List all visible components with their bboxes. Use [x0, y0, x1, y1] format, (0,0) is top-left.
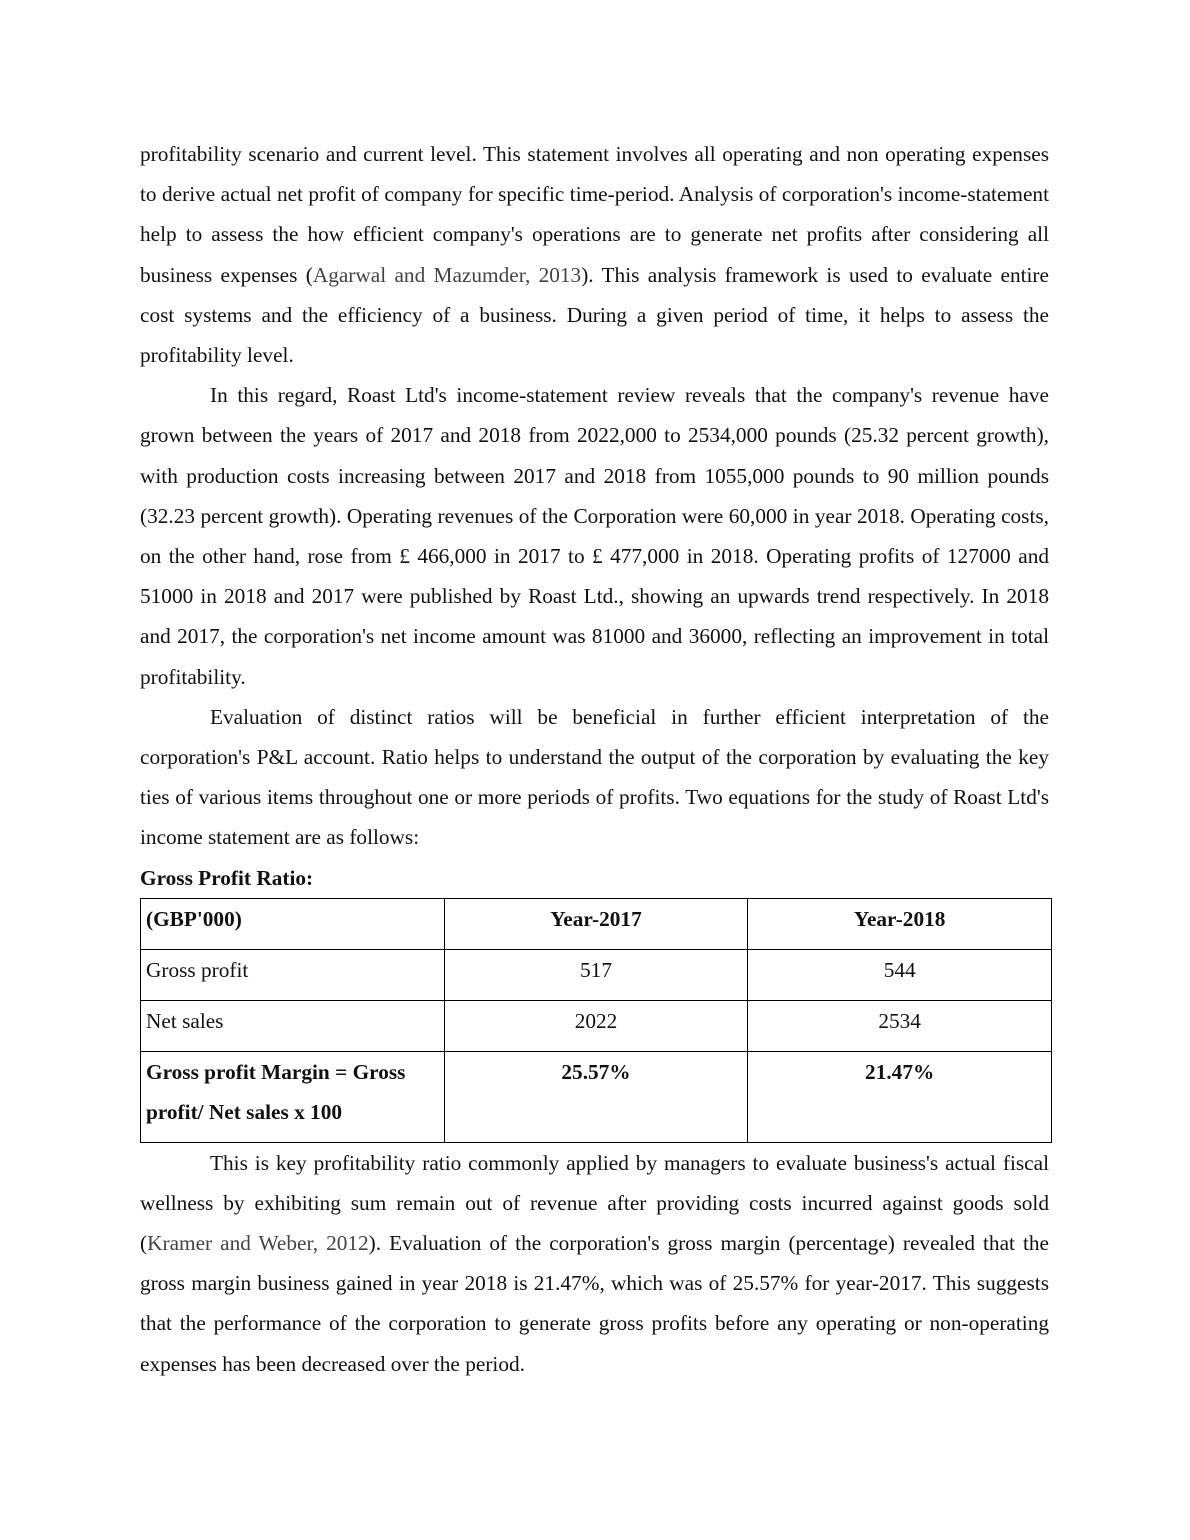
table-header-cell: Year-2018: [748, 898, 1052, 949]
table-row: [141, 1000, 1052, 1051]
table-cell-label: Gross profit: [141, 949, 445, 1000]
table-cell-value: 21.47%: [748, 1051, 1052, 1142]
table-cell-value: 2534: [748, 1000, 1052, 1051]
table-row-margin: [141, 1051, 1052, 1142]
table-header-row: [141, 898, 1052, 949]
citation-agarwal-mazumder: Agarwal and Mazumder, 2013: [312, 262, 582, 287]
table-cell-value: 517: [444, 949, 748, 1000]
paragraph-gross-margin-analysis: [140, 1143, 1049, 1384]
citation-kramer-weber: Kramer and Weber, 2012: [147, 1231, 369, 1256]
table-cell-value: 544: [748, 949, 1052, 1000]
paragraph-text: profitability scenario and current level. This statement involves all operating and non operating expenses to derive actual net profit of company for specific time-period. Analysis of corporation's income-statement help to assess the how efficient company's operations are to generate net profits after considering all business expenses (: [140, 142, 1049, 287]
table-header-cell: (GBP'000): [141, 898, 445, 949]
table-cell-label: Net sales: [141, 1000, 445, 1051]
document-page: [140, 134, 1049, 1384]
paragraph-income-statement-intro: [140, 134, 1049, 375]
paragraph-text: This is key profitability ratio commonly applied by managers to evaluate business's actual fiscal wellness by exhibiting sum remain out of revenue after providing costs incurred against goods sold (: [140, 1150, 1049, 1256]
table-cell-label: Gross profit Margin = Gross profit/ Net sales x 100: [141, 1051, 445, 1142]
paragraph-ratio-evaluation: Evaluation of distinct ratios will be beneficial in further efficient interpretation of the corporation's P&L account. Ratio helps to understand the output of the corporation by evaluating the key ties of various items throughout one or more periods of profits. Two equations for the study of Roast Ltd's income statement are as follows:: [140, 704, 1049, 850]
table-cell-value: 2022: [444, 1000, 748, 1051]
table-cell-value: 25.57%: [444, 1051, 748, 1142]
paragraph-roast-review: In this regard, Roast Ltd's income-statement review reveals that the company's revenue have grown between the years of 2017 and 2018 from 2022,000 to 2534,000 pounds (25.32 percent growth), with production costs increasing between 2017 and 2018 from 1055,000 pounds to 90 million pounds (32.23 percent growth). Operating revenues of the Corporation were 60,000 in year 2018. Operating costs, on the other hand, rose from £ 466,000 in 2017 to £ 477,000 in 2018. Operating profits of 127000 and 51000 in 2018 and 2017 were published by Roast Ltd., showing an upwards trend respectively. In 2018 and 2017, the corporation's net income amount was 81000 and 36000, reflecting an improvement in total profitability.: [140, 383, 1049, 689]
table-row: [141, 949, 1052, 1000]
paragraph-text: ). Evaluation of the corporation's gross margin (percentage) revealed that the gross margin business gained in year 2018 is 21.47%, which was of 25.57% for year-2017. This suggests that the performance of the corporation to generate gross profits before any operating or non-operating expenses has been decreased over the period.: [140, 1231, 1049, 1376]
gross-profit-ratio-table: [140, 898, 1052, 1143]
section-heading-gross-profit-ratio: Gross Profit Ratio:: [140, 865, 314, 890]
table-header-cell: Year-2017: [444, 898, 748, 949]
paragraph-text: ). This analysis framework is used to evaluate entire cost systems and the efficiency of a business. During a given period of time, it helps to assess the profitability level.: [140, 262, 1049, 368]
